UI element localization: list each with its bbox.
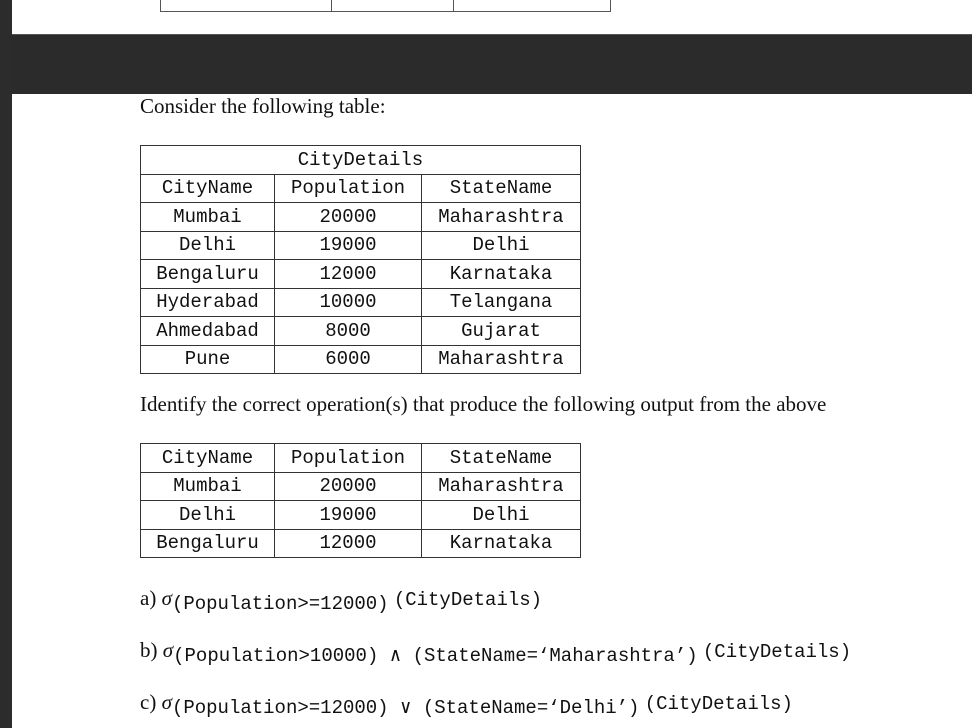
- sigma-symbol: σ: [161, 690, 172, 714]
- header-cell: Population: [275, 444, 422, 473]
- table-cell: 10000: [275, 288, 422, 317]
- selection-condition: (Population>10000) ∧ (StateName=‘Maharashtra’): [173, 645, 698, 667]
- table-cell: Pune: [141, 345, 275, 374]
- table-cell: 12000: [275, 529, 422, 558]
- table-cell: Delhi: [422, 231, 581, 260]
- option-label: c): [140, 690, 157, 714]
- table-row: [141, 288, 581, 317]
- table-cell: 20000: [275, 203, 422, 232]
- table-row: [141, 260, 581, 289]
- table-cell: Karnataka: [422, 529, 581, 558]
- header-cell: StateName: [422, 444, 581, 473]
- question-text: Identify the correct operation(s) that produce the following output from the above: [140, 392, 827, 416]
- table-cell: [332, 0, 454, 12]
- option-b: [140, 638, 852, 667]
- table-cell: Maharashtra: [422, 345, 581, 374]
- table-title: CityDetails: [141, 146, 581, 175]
- option-c: [140, 690, 793, 719]
- table-cell: Mumbai: [141, 203, 275, 232]
- header-cell: CityName: [141, 444, 275, 473]
- table-cell: [454, 0, 611, 12]
- table-header-row: [141, 444, 581, 473]
- table-cell: Delhi: [422, 501, 581, 530]
- table-cell: 19000: [275, 231, 422, 260]
- table-row: [141, 529, 581, 558]
- table-cell: Delhi: [141, 231, 275, 260]
- previous-table-fragment: [160, 0, 611, 12]
- relation-name: (CityDetails): [393, 589, 543, 611]
- city-details-table: [140, 145, 581, 374]
- table-row: [141, 203, 581, 232]
- header-cell: CityName: [141, 174, 275, 203]
- sigma-symbol: σ: [162, 638, 174, 662]
- table-cell: Maharashtra: [422, 203, 581, 232]
- table-cell: Gujarat: [422, 317, 581, 346]
- table-cell: Maharashtra: [422, 472, 581, 501]
- table-cell: 12000: [275, 260, 422, 289]
- table-cell: Mumbai: [141, 472, 275, 501]
- table-header-row: [141, 174, 581, 203]
- header-cell: StateName: [422, 174, 581, 203]
- header-cell: Population: [275, 174, 422, 203]
- relation-name: (CityDetails): [702, 641, 852, 663]
- table-cell: 8000: [275, 317, 422, 346]
- selection-condition: (Population>=12000): [171, 593, 389, 615]
- table-cell: 6000: [275, 345, 422, 374]
- table-cell: Bengaluru: [141, 529, 275, 558]
- table-cell: Bengaluru: [141, 260, 275, 289]
- output-table: [140, 443, 581, 558]
- table-cell: Telangana: [422, 288, 581, 317]
- relation-name: (CityDetails): [644, 693, 793, 715]
- option-a: [140, 586, 543, 615]
- table-cell: 20000: [275, 472, 422, 501]
- table-cell: Hyderabad: [141, 288, 275, 317]
- option-label: a): [140, 586, 157, 610]
- sigma-symbol: σ: [161, 586, 172, 610]
- left-dark-strip: [0, 0, 12, 728]
- selection-condition: (Population>=12000) ∨ (StateName=‘Delhi’): [171, 697, 640, 719]
- option-label: b): [140, 638, 158, 662]
- table-cell: [161, 0, 332, 12]
- table-row: [141, 317, 581, 346]
- table-cell: 19000: [275, 501, 422, 530]
- table-row: [141, 231, 581, 260]
- dark-toolbar-band: [12, 34, 972, 94]
- table-row: [141, 501, 581, 530]
- table-row: [141, 345, 581, 374]
- table-cell: Karnataka: [422, 260, 581, 289]
- intro-text: Consider the following table:: [140, 94, 386, 118]
- table-row: [141, 472, 581, 501]
- table-cell: Delhi: [141, 501, 275, 530]
- table-cell: Ahmedabad: [141, 317, 275, 346]
